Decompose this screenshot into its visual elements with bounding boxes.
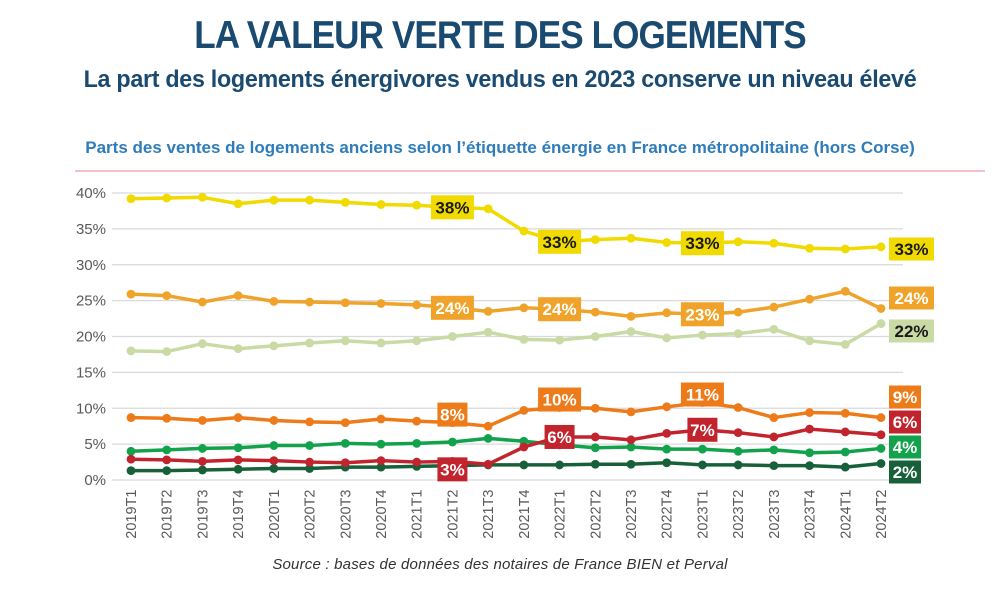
- data-point-F: [877, 413, 886, 422]
- data-point-G: [234, 456, 243, 465]
- data-point-E: [412, 301, 421, 310]
- data-point-A: [627, 460, 636, 469]
- data-label-text: 22%: [894, 322, 929, 341]
- data-point-F: [591, 404, 600, 413]
- data-point-C: [341, 336, 350, 345]
- data-label-G: [545, 425, 575, 449]
- data-label-A: [889, 461, 921, 484]
- data-point-D: [305, 196, 314, 205]
- x-axis-label: 2023T3: [766, 489, 783, 539]
- data-point-F: [627, 407, 636, 416]
- data-label-F: [437, 403, 467, 427]
- data-label-text: 24%: [894, 289, 929, 308]
- data-point-G: [877, 430, 886, 439]
- data-point-D: [769, 239, 778, 248]
- series-line-D: [131, 197, 881, 249]
- data-point-E: [877, 304, 886, 313]
- data-point-G: [591, 433, 600, 442]
- main-title: LA VALEUR VERTE DES LOGEMENTS: [194, 14, 806, 57]
- chart-title: Parts des ventes de logements anciens selon l’étiquette énergie en France métropolitaine (hors Corse): [85, 138, 915, 157]
- data-point-C: [377, 339, 386, 348]
- data-point-B: [377, 440, 386, 449]
- data-point-A: [127, 466, 136, 475]
- y-axis-label: 0%: [84, 472, 106, 489]
- y-axis-label: 15%: [75, 364, 106, 382]
- data-label-text: 33%: [894, 240, 929, 259]
- data-point-F: [412, 417, 421, 426]
- data-label-E: [431, 296, 474, 320]
- data-label-G: [687, 418, 717, 442]
- data-point-D: [627, 234, 636, 243]
- data-label-F: [889, 386, 921, 409]
- series-F: [127, 398, 886, 430]
- data-point-G: [484, 460, 493, 469]
- data-point-E: [662, 308, 671, 317]
- data-point-C: [769, 325, 778, 334]
- x-axis-label: 2024T2: [873, 489, 890, 539]
- data-point-D: [127, 194, 136, 203]
- x-axis-label: 2023T2: [731, 489, 748, 539]
- data-point-G: [841, 428, 850, 437]
- data-label-text: 4%: [892, 438, 918, 457]
- data-point-G: [412, 458, 421, 467]
- data-label-text: 24%: [542, 300, 577, 320]
- data-point-B: [769, 445, 778, 454]
- data-point-A: [734, 461, 743, 470]
- data-point-B: [305, 441, 314, 450]
- data-point-D: [591, 235, 600, 244]
- data-label-F: [538, 388, 581, 412]
- data-point-D: [662, 238, 671, 247]
- data-point-E: [519, 303, 528, 312]
- data-point-A: [877, 459, 886, 468]
- data-label-text: 24%: [435, 298, 470, 318]
- data-point-C: [234, 344, 243, 353]
- x-axis-label: 2019T3: [195, 489, 212, 539]
- data-point-G: [769, 433, 778, 442]
- y-axis-label: 40%: [75, 185, 106, 202]
- y-axis-label: 5%: [84, 436, 106, 454]
- data-label-D: [681, 231, 724, 255]
- x-axis-label: 2020T2: [302, 489, 319, 539]
- data-point-D: [269, 196, 278, 205]
- data-point-E: [769, 303, 778, 312]
- data-point-C: [805, 336, 814, 345]
- data-point-G: [662, 429, 671, 438]
- data-point-E: [627, 312, 636, 321]
- data-point-B: [341, 439, 350, 448]
- data-point-F: [662, 402, 671, 411]
- x-axis-label: 2024T1: [838, 489, 855, 539]
- data-point-C: [555, 336, 564, 345]
- data-point-C: [412, 336, 421, 345]
- data-point-C: [127, 346, 136, 355]
- data-point-A: [198, 466, 207, 475]
- data-point-A: [555, 461, 564, 470]
- source-caption: Source : bases de données des notaires de France BIEN et Perval: [272, 556, 728, 573]
- data-point-C: [448, 332, 457, 341]
- data-point-A: [698, 461, 707, 470]
- data-point-B: [877, 444, 886, 453]
- data-point-G: [377, 456, 386, 465]
- data-point-C: [698, 331, 707, 340]
- y-axis-label: 20%: [75, 328, 106, 346]
- data-point-G: [734, 428, 743, 437]
- data-label-E: [538, 297, 581, 321]
- data-label-F: [681, 383, 724, 407]
- x-axis-label: 2019T4: [231, 489, 248, 539]
- series-line-A: [131, 463, 881, 471]
- y-axis-label: 30%: [75, 256, 106, 274]
- series-line-C: [131, 324, 881, 352]
- data-point-D: [734, 237, 743, 246]
- data-point-E: [234, 291, 243, 300]
- data-point-E: [377, 299, 386, 308]
- data-point-B: [734, 447, 743, 456]
- x-axis-label: 2022T4: [659, 489, 676, 539]
- data-point-D: [162, 194, 171, 203]
- x-axis-label: 2022T1: [552, 489, 569, 539]
- data-point-G: [805, 425, 814, 434]
- data-label-text: 6%: [892, 413, 918, 432]
- data-point-E: [127, 290, 136, 299]
- data-point-E: [841, 287, 850, 296]
- data-point-E: [198, 298, 207, 307]
- series-line-F: [131, 403, 881, 427]
- data-point-G: [305, 458, 314, 467]
- series-line-E: [131, 291, 881, 316]
- data-point-C: [841, 340, 850, 349]
- data-point-C: [877, 319, 886, 328]
- data-point-A: [269, 464, 278, 473]
- data-point-F: [127, 413, 136, 422]
- data-point-E: [484, 307, 493, 316]
- data-label-text: 33%: [685, 234, 720, 254]
- data-point-F: [484, 422, 493, 431]
- data-point-G: [519, 443, 528, 452]
- data-point-B: [591, 443, 600, 452]
- x-axis-label: 2020T1: [266, 489, 283, 539]
- data-label-E: [889, 287, 934, 310]
- data-point-E: [269, 297, 278, 306]
- data-point-B: [198, 444, 207, 453]
- data-label-text: 2%: [892, 463, 918, 482]
- data-point-A: [841, 463, 850, 472]
- data-point-C: [198, 339, 207, 348]
- x-axis-label: 2021T1: [409, 489, 426, 539]
- data-point-E: [341, 298, 350, 307]
- data-point-F: [269, 416, 278, 425]
- data-point-F: [769, 413, 778, 422]
- data-point-D: [377, 200, 386, 209]
- data-point-F: [841, 409, 850, 418]
- data-point-E: [591, 308, 600, 317]
- data-label-text: 10%: [542, 390, 577, 410]
- data-point-C: [734, 329, 743, 338]
- data-point-D: [877, 242, 886, 251]
- data-point-B: [698, 445, 707, 454]
- data-label-C: [889, 320, 934, 343]
- data-point-A: [591, 460, 600, 469]
- data-point-F: [734, 403, 743, 412]
- data-point-A: [162, 466, 171, 475]
- x-axis-label: 2019T2: [159, 489, 176, 539]
- data-point-G: [341, 458, 350, 467]
- x-axis-label: 2023T1: [695, 489, 712, 539]
- data-label-text: 8%: [440, 405, 465, 425]
- series-D: [127, 193, 886, 253]
- data-point-B: [805, 448, 814, 457]
- data-point-D: [841, 245, 850, 254]
- series-line-B: [131, 438, 881, 452]
- data-point-B: [162, 445, 171, 454]
- data-point-D: [519, 227, 528, 236]
- data-point-B: [484, 434, 493, 443]
- subtitle: La part des logements énergivores vendus en 2023 conserve un niveau élevé: [83, 66, 917, 93]
- data-point-C: [269, 341, 278, 350]
- y-axis-label: 25%: [75, 292, 106, 310]
- data-point-D: [341, 198, 350, 207]
- data-point-D: [805, 244, 814, 253]
- x-axis-label: 2022T3: [623, 489, 640, 539]
- data-point-D: [234, 199, 243, 208]
- data-point-F: [805, 408, 814, 417]
- data-point-C: [519, 335, 528, 344]
- data-point-D: [412, 201, 421, 210]
- x-axis-label: 2021T4: [516, 489, 533, 539]
- x-axis-label: 2021T3: [481, 489, 498, 539]
- data-point-A: [662, 458, 671, 467]
- x-axis-label: 2020T4: [373, 489, 390, 539]
- data-point-B: [412, 439, 421, 448]
- data-point-B: [234, 443, 243, 452]
- data-label-B: [889, 436, 921, 459]
- data-point-A: [805, 461, 814, 470]
- data-point-E: [162, 291, 171, 300]
- data-point-F: [305, 417, 314, 426]
- data-point-G: [627, 435, 636, 444]
- y-axis-label: 35%: [75, 220, 106, 238]
- data-point-G: [269, 456, 278, 465]
- data-label-D: [431, 195, 474, 219]
- data-point-D: [198, 193, 207, 202]
- data-point-F: [234, 413, 243, 422]
- x-axis-label: 2022T2: [588, 489, 605, 539]
- data-label-text: 23%: [685, 305, 720, 325]
- data-point-F: [198, 416, 207, 425]
- data-label-text: 3%: [440, 460, 465, 480]
- data-point-A: [234, 465, 243, 474]
- data-point-D: [484, 204, 493, 213]
- y-axis-label: 10%: [75, 400, 106, 418]
- data-point-F: [341, 418, 350, 427]
- x-axis-label: 2019T1: [124, 489, 140, 539]
- data-point-A: [769, 461, 778, 470]
- data-label-D: [889, 238, 934, 261]
- data-point-B: [269, 441, 278, 450]
- x-axis-label: 2021T2: [445, 489, 462, 539]
- x-axis-label: 2023T4: [802, 489, 819, 539]
- data-point-G: [198, 457, 207, 466]
- data-point-B: [448, 438, 457, 447]
- data-point-G: [127, 455, 136, 464]
- data-point-C: [591, 332, 600, 341]
- data-point-E: [305, 298, 314, 307]
- series-C: [127, 319, 886, 356]
- data-label-text: 11%: [685, 385, 719, 405]
- data-point-C: [484, 328, 493, 337]
- series-E: [127, 287, 886, 321]
- data-point-E: [805, 295, 814, 304]
- data-point-C: [305, 339, 314, 348]
- data-point-A: [519, 461, 528, 470]
- data-point-B: [662, 445, 671, 454]
- data-label-G: [437, 457, 467, 481]
- data-label-E: [681, 302, 724, 326]
- data-point-F: [519, 406, 528, 415]
- data-label-text: 9%: [892, 388, 918, 407]
- data-label-text: 33%: [542, 232, 577, 252]
- data-label-text: 38%: [435, 198, 470, 218]
- data-label-D: [538, 230, 581, 254]
- data-point-C: [627, 327, 636, 336]
- data-label-text: 6%: [547, 427, 572, 447]
- data-point-G: [162, 456, 171, 465]
- data-point-B: [841, 448, 850, 457]
- data-point-F: [162, 414, 171, 423]
- data-label-G: [889, 411, 921, 434]
- data-label-text: 7%: [690, 420, 715, 440]
- data-point-C: [162, 347, 171, 356]
- data-point-F: [377, 415, 386, 424]
- data-point-C: [662, 334, 671, 343]
- x-axis-label: 2020T3: [338, 489, 355, 539]
- data-point-E: [734, 308, 743, 317]
- data-point-B: [127, 447, 136, 456]
